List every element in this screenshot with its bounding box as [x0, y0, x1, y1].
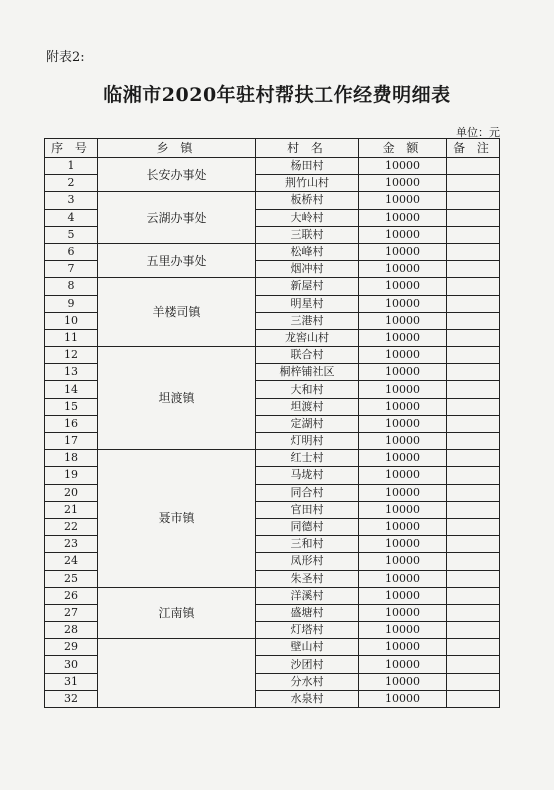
amount-cell: 10000 — [359, 175, 447, 192]
village-cell: 凤形村 — [256, 553, 359, 570]
row-number-cell: 13 — [45, 364, 98, 381]
note-cell — [447, 656, 500, 673]
table-header — [45, 139, 500, 158]
column-header-no: 序 号 — [45, 139, 98, 158]
village-cell: 水泉村 — [256, 690, 359, 707]
table-row — [45, 192, 500, 209]
village-cell: 杨田村 — [256, 158, 359, 175]
amount-cell: 10000 — [359, 295, 447, 312]
note-cell — [447, 639, 500, 656]
note-cell — [447, 312, 500, 329]
town-cell: 羊楼司镇 — [98, 278, 256, 347]
table-row — [45, 450, 500, 467]
note-cell — [447, 226, 500, 243]
row-number-cell: 17 — [45, 433, 98, 450]
amount-cell: 10000 — [359, 553, 447, 570]
row-number-cell: 26 — [45, 587, 98, 604]
amount-cell: 10000 — [359, 587, 447, 604]
note-cell — [447, 450, 500, 467]
amount-cell: 10000 — [359, 329, 447, 346]
note-cell — [447, 433, 500, 450]
row-number-cell: 22 — [45, 518, 98, 535]
village-cell: 松峰村 — [256, 243, 359, 260]
row-number-cell: 12 — [45, 347, 98, 364]
row-number-cell: 20 — [45, 484, 98, 501]
town-cell: 坦渡镇 — [98, 347, 256, 450]
page-title: 临湘市2020年驻村帮扶工作经费明细表 — [103, 84, 451, 106]
village-cell: 桐梓铺社区 — [256, 364, 359, 381]
village-cell: 新屋村 — [256, 278, 359, 295]
amount-cell: 10000 — [359, 243, 447, 260]
row-number-cell: 28 — [45, 622, 98, 639]
amount-cell: 10000 — [359, 415, 447, 432]
row-number-cell: 5 — [45, 226, 98, 243]
amount-cell: 10000 — [359, 570, 447, 587]
note-cell — [447, 467, 500, 484]
note-cell — [447, 553, 500, 570]
note-cell — [447, 209, 500, 226]
row-number-cell: 11 — [45, 329, 98, 346]
table-row — [45, 278, 500, 295]
column-header-note: 备 注 — [447, 139, 500, 158]
note-cell — [447, 329, 500, 346]
amount-cell: 10000 — [359, 433, 447, 450]
note-cell — [447, 673, 500, 690]
village-cell: 大岭村 — [256, 209, 359, 226]
row-number-cell: 7 — [45, 261, 98, 278]
note-cell — [447, 192, 500, 209]
note-cell — [447, 518, 500, 535]
note-cell — [447, 278, 500, 295]
note-cell — [447, 175, 500, 192]
row-number-cell: 3 — [45, 192, 98, 209]
note-cell — [447, 484, 500, 501]
amount-cell: 10000 — [359, 467, 447, 484]
amount-cell: 10000 — [359, 536, 447, 553]
note-cell — [447, 570, 500, 587]
village-cell: 灯明村 — [256, 433, 359, 450]
amount-cell: 10000 — [359, 381, 447, 398]
note-cell — [447, 261, 500, 278]
village-cell: 三和村 — [256, 536, 359, 553]
village-cell: 壁山村 — [256, 639, 359, 656]
town-cell — [98, 639, 256, 708]
village-cell: 荆竹山村 — [256, 175, 359, 192]
table-row — [45, 243, 500, 260]
village-cell: 洋溪村 — [256, 587, 359, 604]
town-cell: 云湖办事处 — [98, 192, 256, 244]
town-cell: 江南镇 — [98, 587, 256, 639]
attachment-label: 附表2: — [46, 50, 85, 65]
village-cell: 马垅村 — [256, 467, 359, 484]
row-number-cell: 9 — [45, 295, 98, 312]
note-cell — [447, 398, 500, 415]
village-cell: 板桥村 — [256, 192, 359, 209]
note-cell — [447, 622, 500, 639]
village-cell: 明星村 — [256, 295, 359, 312]
note-cell — [447, 364, 500, 381]
note-cell — [447, 381, 500, 398]
amount-cell: 10000 — [359, 450, 447, 467]
row-number-cell: 27 — [45, 604, 98, 621]
town-cell: 长安办事处 — [98, 158, 256, 192]
note-cell — [447, 347, 500, 364]
amount-cell: 10000 — [359, 158, 447, 175]
amount-cell: 10000 — [359, 656, 447, 673]
note-cell — [447, 243, 500, 260]
unit-label: 单位：元 — [456, 126, 500, 139]
village-cell: 三港村 — [256, 312, 359, 329]
row-number-cell: 15 — [45, 398, 98, 415]
note-cell — [447, 604, 500, 621]
amount-cell: 10000 — [359, 398, 447, 415]
town-cell: 聂市镇 — [98, 450, 256, 588]
village-cell: 红士村 — [256, 450, 359, 467]
village-cell: 大和村 — [256, 381, 359, 398]
funding-table — [44, 138, 500, 708]
row-number-cell: 10 — [45, 312, 98, 329]
table-row — [45, 639, 500, 656]
note-cell — [447, 415, 500, 432]
column-header-town: 乡 镇 — [98, 139, 256, 158]
amount-cell: 10000 — [359, 347, 447, 364]
row-number-cell: 29 — [45, 639, 98, 656]
row-number-cell: 4 — [45, 209, 98, 226]
row-number-cell: 19 — [45, 467, 98, 484]
amount-cell: 10000 — [359, 690, 447, 707]
row-number-cell: 6 — [45, 243, 98, 260]
village-cell: 坦渡村 — [256, 398, 359, 415]
row-number-cell: 23 — [45, 536, 98, 553]
row-number-cell: 24 — [45, 553, 98, 570]
amount-cell: 10000 — [359, 484, 447, 501]
amount-cell: 10000 — [359, 622, 447, 639]
row-number-cell: 31 — [45, 673, 98, 690]
town-cell: 五里办事处 — [98, 243, 256, 277]
row-number-cell: 30 — [45, 656, 98, 673]
amount-cell: 10000 — [359, 209, 447, 226]
row-number-cell: 2 — [45, 175, 98, 192]
village-cell: 定湖村 — [256, 415, 359, 432]
amount-cell: 10000 — [359, 604, 447, 621]
amount-cell: 10000 — [359, 192, 447, 209]
village-cell: 官田村 — [256, 501, 359, 518]
village-cell: 朱圣村 — [256, 570, 359, 587]
amount-cell: 10000 — [359, 673, 447, 690]
amount-cell: 10000 — [359, 261, 447, 278]
header-row — [45, 139, 500, 158]
row-number-cell: 8 — [45, 278, 98, 295]
column-header-amount: 金 额 — [359, 139, 447, 158]
table-row — [45, 158, 500, 175]
row-number-cell: 14 — [45, 381, 98, 398]
row-number-cell: 16 — [45, 415, 98, 432]
note-cell — [447, 690, 500, 707]
amount-cell: 10000 — [359, 278, 447, 295]
amount-cell: 10000 — [359, 501, 447, 518]
village-cell: 联合村 — [256, 347, 359, 364]
note-cell — [447, 536, 500, 553]
note-cell — [447, 295, 500, 312]
row-number-cell: 21 — [45, 501, 98, 518]
amount-cell: 10000 — [359, 312, 447, 329]
village-cell: 同合村 — [256, 484, 359, 501]
village-cell: 灯塔村 — [256, 622, 359, 639]
note-cell — [447, 158, 500, 175]
amount-cell: 10000 — [359, 639, 447, 656]
table-row — [45, 587, 500, 604]
amount-cell: 10000 — [359, 226, 447, 243]
column-header-village: 村 名 — [256, 139, 359, 158]
table-body — [45, 158, 500, 708]
village-cell: 烟冲村 — [256, 261, 359, 278]
village-cell: 盛塘村 — [256, 604, 359, 621]
village-cell: 龙窖山村 — [256, 329, 359, 346]
row-number-cell: 32 — [45, 690, 98, 707]
row-number-cell: 1 — [45, 158, 98, 175]
village-cell: 沙团村 — [256, 656, 359, 673]
village-cell: 同德村 — [256, 518, 359, 535]
village-cell: 三联村 — [256, 226, 359, 243]
amount-cell: 10000 — [359, 518, 447, 535]
village-cell: 分水村 — [256, 673, 359, 690]
note-cell — [447, 587, 500, 604]
note-cell — [447, 501, 500, 518]
row-number-cell: 25 — [45, 570, 98, 587]
amount-cell: 10000 — [359, 364, 447, 381]
table-row — [45, 347, 500, 364]
row-number-cell: 18 — [45, 450, 98, 467]
